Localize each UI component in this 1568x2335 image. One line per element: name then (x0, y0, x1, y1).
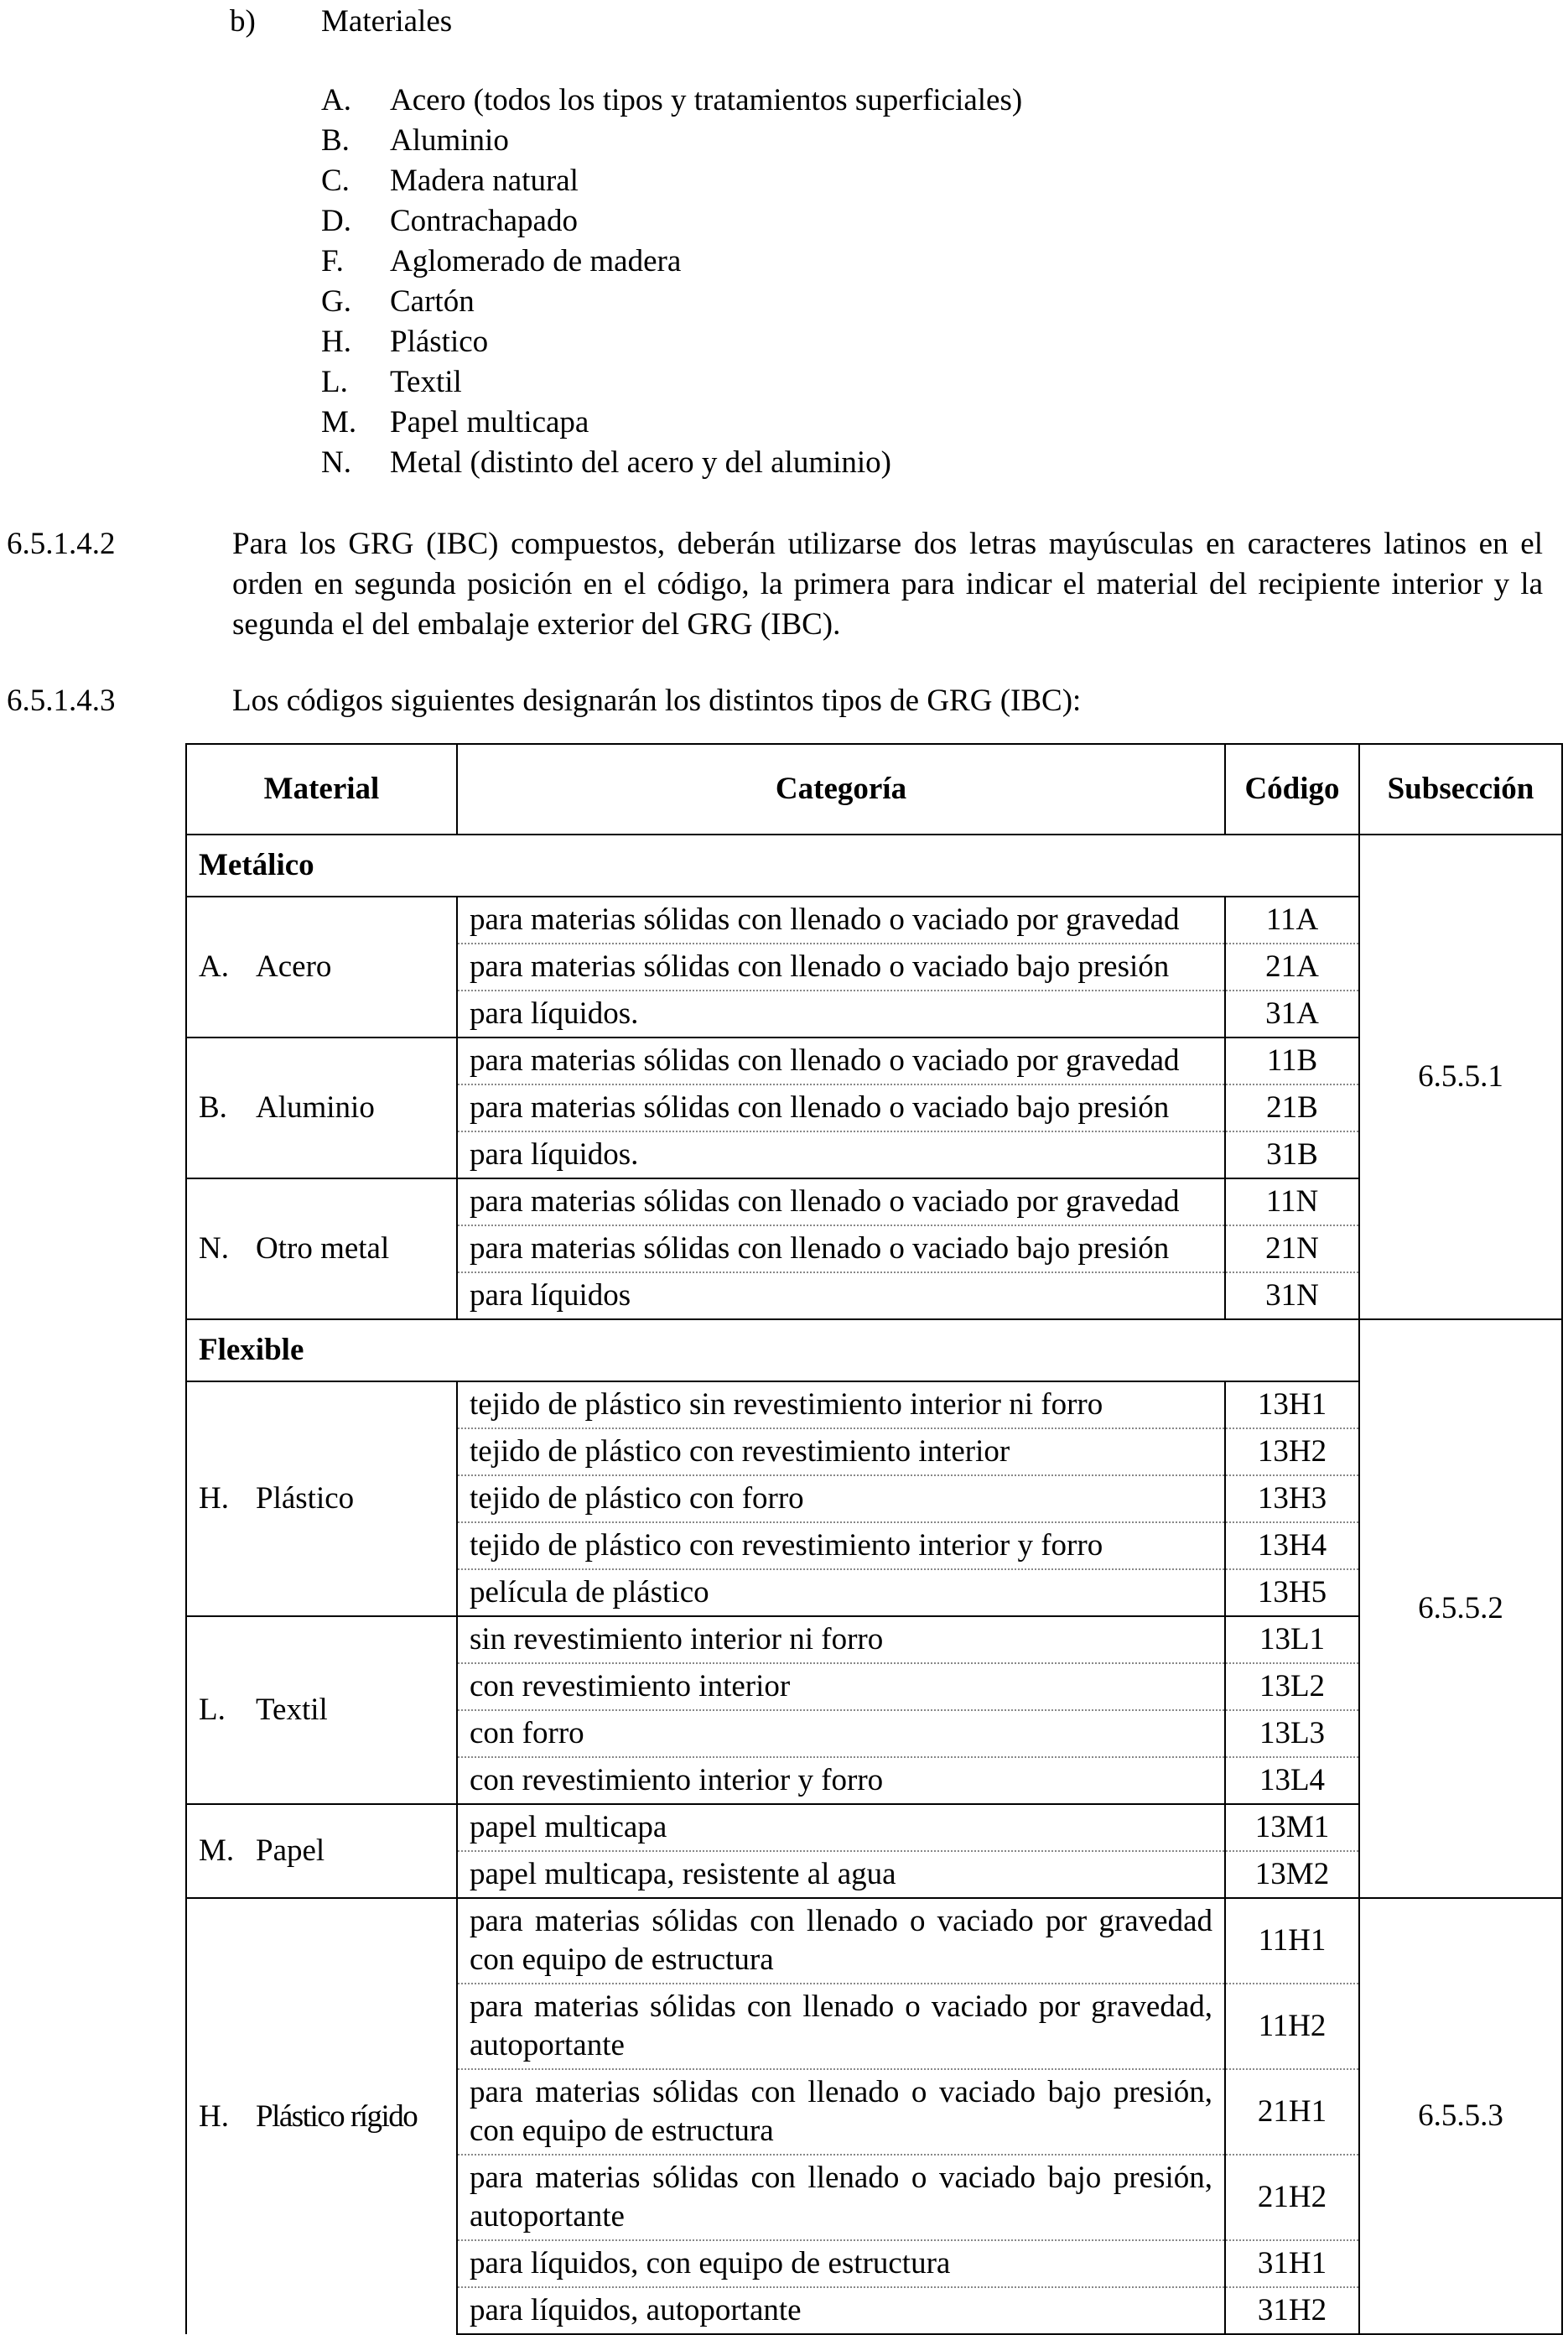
material-cell (186, 897, 457, 1037)
list-letter: N. (321, 445, 351, 480)
paragraph-text: Los códigos siguientes designarán los distintos tipos de GRG (IBC): (232, 684, 1082, 718)
list-text: Acero (todos los tipos y tratamientos superficiales) (390, 83, 1023, 117)
material-letter: M. (199, 1833, 235, 1868)
category-cell: para materias sólidas con llenado o vaciado por gravedad, autoportante (457, 1984, 1225, 2069)
list-letter: D. (321, 204, 351, 238)
code-cell: 13H5 (1225, 1569, 1359, 1616)
code-cell: 31N (1225, 1272, 1359, 1319)
code-cell: 13L2 (1225, 1663, 1359, 1710)
header-subseccion: Subsección (1359, 744, 1562, 835)
material-cell (186, 1804, 457, 1898)
section-b-title: Materiales (321, 4, 453, 39)
subsection-cell: 6.5.5.3 (1359, 1898, 1562, 2334)
list-text: Textil (390, 365, 462, 399)
table-row (186, 1804, 1562, 1851)
category-cell: para materias sólidas con llenado o vaciado por gravedad (457, 1037, 1225, 1084)
category-cell: tejido de plástico con revestimiento interior (457, 1428, 1225, 1475)
table-row (186, 1381, 1562, 1428)
table-row (186, 897, 1562, 944)
material-name: Plástico rígido (256, 2098, 418, 2134)
paragraph-number: 6.5.1.4.3 (7, 684, 116, 718)
list-text: Plástico (390, 325, 489, 359)
list-letter: G. (321, 284, 351, 319)
code-cell: 31B (1225, 1131, 1359, 1178)
section-b-label: b) (230, 4, 256, 39)
category-cell: papel multicapa, resistente al agua (457, 1851, 1225, 1898)
code-cell: 13H1 (1225, 1381, 1359, 1428)
material-letter: H. (199, 1481, 229, 1516)
header-codigo: Código (1225, 744, 1359, 835)
list-letter: H. (321, 325, 351, 359)
category-cell: para materias sólidas con llenado o vaciado bajo presión (457, 1225, 1225, 1272)
code-cell: 13H2 (1225, 1428, 1359, 1475)
group-label: Metálico (186, 835, 1359, 897)
header-categoria: Categoría (457, 744, 1225, 835)
material-letter: H. (199, 2098, 229, 2134)
code-cell: 21H1 (1225, 2069, 1359, 2155)
category-cell: tejido de plástico sin revestimiento interior ni forro (457, 1381, 1225, 1428)
material-cell (186, 1037, 457, 1178)
category-cell: para líquidos. (457, 991, 1225, 1037)
code-cell: 21B (1225, 1084, 1359, 1131)
code-cell: 21A (1225, 944, 1359, 991)
list-text: Aluminio (390, 123, 509, 158)
category-cell: para materias sólidas con llenado o vaciado bajo presión (457, 1084, 1225, 1131)
category-cell: sin revestimiento interior ni forro (457, 1616, 1225, 1663)
table-row (186, 1898, 1562, 1984)
material-letter: A. (199, 949, 229, 984)
material-name: Plástico (256, 1481, 355, 1516)
list-text: Aglomerado de madera (390, 244, 682, 278)
category-cell: con revestimiento interior y forro (457, 1757, 1225, 1804)
material-name: Papel (256, 1833, 325, 1868)
list-letter: C. (321, 164, 350, 198)
category-cell: para líquidos. (457, 1131, 1225, 1178)
material-letter: B. (199, 1090, 227, 1125)
code-cell: 13L3 (1225, 1710, 1359, 1757)
category-cell: con revestimiento interior (457, 1663, 1225, 1710)
code-cell: 11B (1225, 1037, 1359, 1084)
subsection-cell: 6.5.5.2 (1359, 1319, 1562, 1898)
material-name: Acero (256, 949, 332, 984)
list-text: Metal (distinto del acero y del aluminio) (390, 445, 891, 480)
subsection-cell: 6.5.5.1 (1359, 835, 1562, 1319)
paragraph-number: 6.5.1.4.2 (7, 527, 116, 561)
material-cell (186, 1616, 457, 1804)
material-letter: N. (199, 1231, 229, 1266)
list-letter: L. (321, 365, 348, 399)
table-header-row (186, 744, 1562, 835)
code-cell: 13M1 (1225, 1804, 1359, 1851)
list-text: Cartón (390, 284, 475, 319)
paragraph-text: Para los GRG (IBC) compuestos, deberán utilizarse dos letras mayúsculas en caracteres latinos en el orden en segunda posición en el código, la primera para indicar el material del recipiente interior y la segunda el del embalaje exterior del GRG (IBC). (232, 527, 1543, 642)
category-cell: con forro (457, 1710, 1225, 1757)
material-letter: L. (199, 1693, 226, 1727)
code-cell: 31A (1225, 991, 1359, 1037)
list-text: Contrachapado (390, 204, 578, 238)
code-cell: 13M2 (1225, 1851, 1359, 1898)
group-row (186, 1319, 1562, 1381)
material-name: Otro metal (256, 1231, 390, 1266)
category-cell: para materias sólidas con llenado o vaciado bajo presión, con equipo de estructura (457, 2069, 1225, 2155)
code-cell: 13L4 (1225, 1757, 1359, 1804)
table-row (186, 1037, 1562, 1084)
category-cell: papel multicapa (457, 1804, 1225, 1851)
category-cell: tejido de plástico con revestimiento interior y forro (457, 1522, 1225, 1569)
category-cell: para líquidos, con equipo de estructura (457, 2240, 1225, 2287)
material-name: Aluminio (256, 1090, 375, 1125)
code-cell: 31H1 (1225, 2240, 1359, 2287)
code-cell: 21N (1225, 1225, 1359, 1272)
list-text: Madera natural (390, 164, 579, 198)
header-material: Material (186, 744, 457, 835)
category-cell: para materias sólidas con llenado o vaciado por gravedad (457, 1178, 1225, 1225)
category-cell: para líquidos, autoportante (457, 2287, 1225, 2334)
code-cell: 13H3 (1225, 1475, 1359, 1522)
list-letter: A. (321, 83, 351, 117)
group-row (186, 835, 1562, 897)
category-cell: para materias sólidas con llenado o vaciado bajo presión (457, 944, 1225, 991)
category-cell: tejido de plástico con forro (457, 1475, 1225, 1522)
code-cell: 31H2 (1225, 2287, 1359, 2334)
list-letter: B. (321, 123, 350, 158)
list-letter: F. (321, 244, 344, 278)
material-cell (186, 1381, 457, 1616)
list-text: Papel multicapa (390, 405, 589, 439)
category-cell: para materias sólidas con llenado o vaciado por gravedad (457, 897, 1225, 944)
code-cell: 11H2 (1225, 1984, 1359, 2069)
material-cell (186, 1178, 457, 1319)
ibc-codes-table (185, 743, 1563, 2335)
category-cell: película de plástico (457, 1569, 1225, 1616)
code-cell: 11N (1225, 1178, 1359, 1225)
group-label: Flexible (186, 1319, 1359, 1381)
category-cell: para líquidos (457, 1272, 1225, 1319)
list-letter: M. (321, 405, 357, 439)
code-cell: 13L1 (1225, 1616, 1359, 1663)
code-cell: 21H2 (1225, 2155, 1359, 2240)
code-cell: 13H4 (1225, 1522, 1359, 1569)
material-cell (186, 1898, 457, 2334)
category-cell: para materias sólidas con llenado o vaciado por gravedad con equipo de estructura (457, 1898, 1225, 1984)
category-cell: para materias sólidas con llenado o vaciado bajo presión, autoportante (457, 2155, 1225, 2240)
code-cell: 11H1 (1225, 1898, 1359, 1984)
table-row (186, 1616, 1562, 1663)
table-row (186, 1178, 1562, 1225)
code-cell: 11A (1225, 897, 1359, 944)
material-name: Textil (256, 1693, 328, 1727)
